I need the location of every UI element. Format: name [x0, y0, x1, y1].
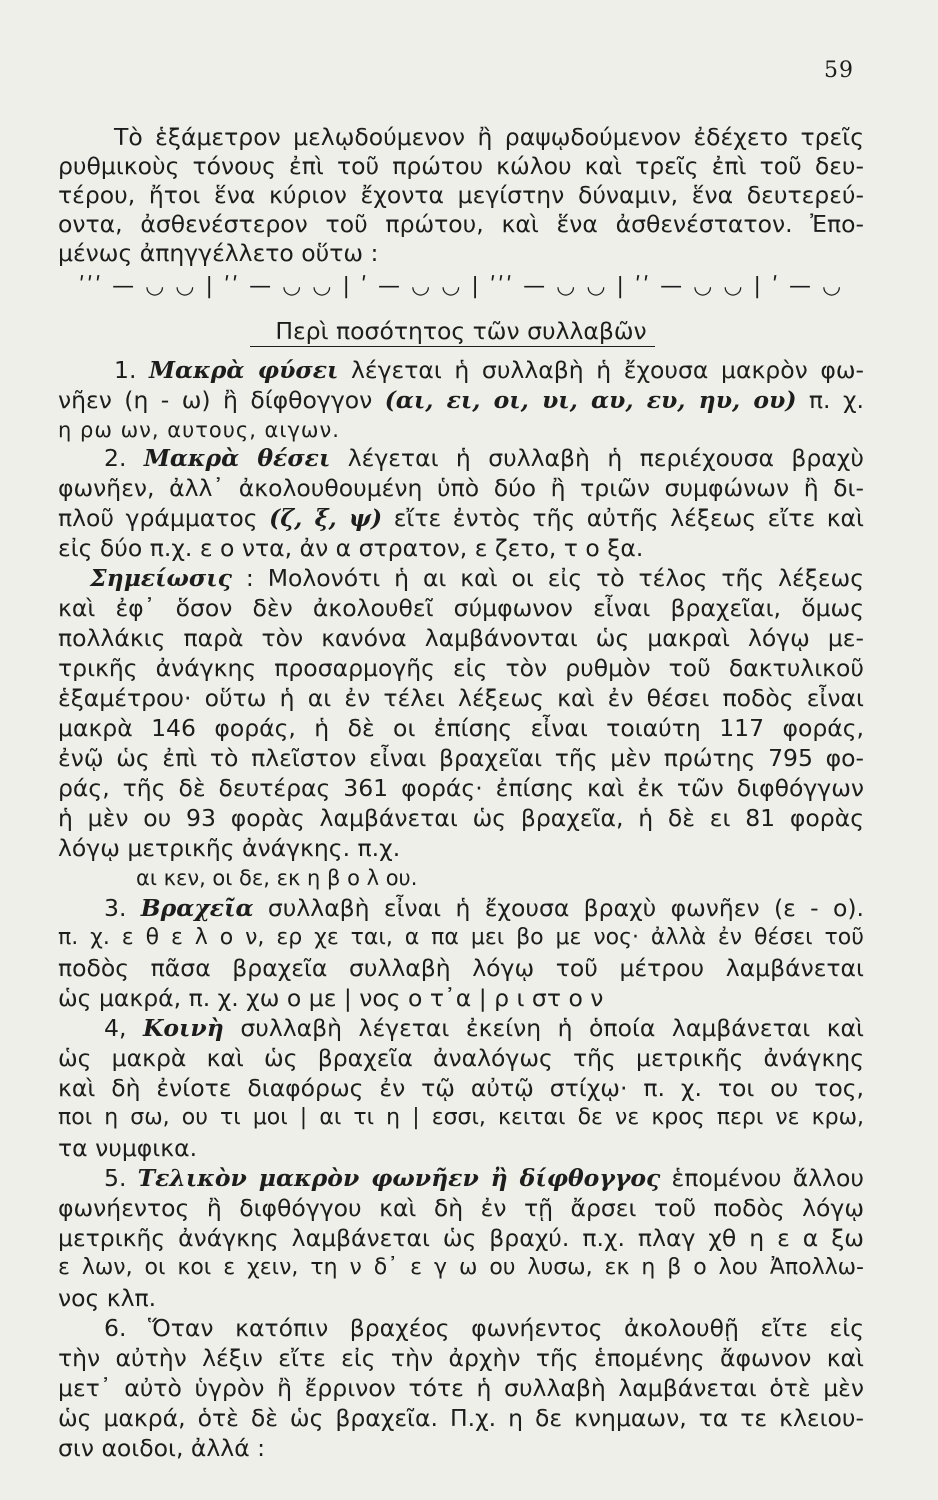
intro-line-5: μένως ἀπηγγέλλετο οὕτω :: [58, 239, 379, 267]
p6-line: τὴν αὐτὴν λέξιν εἴτε εἰς τὴν ἀρχὴν τῆς ἑπομένης ἄφωνον καὶ: [58, 1344, 864, 1372]
p1-diphthongs: (αι, ει, οι, υι, αυ, ευ, ηυ, ου): [384, 386, 797, 414]
p2-examples: εἰς δύο π.χ. ε ο ντα, ἀν α στρατον, ε ζετο, τ ο ξα.: [58, 534, 644, 562]
note-line: λόγῳ μετρικῆς ἀνάγκης. π.χ.: [58, 834, 401, 862]
note-line: ἐνῷ ὡς ἐπὶ τὸ πλεῖστον εἶναι βραχεῖαι τῆς μὲν πρώτης 795 φο-: [58, 744, 864, 772]
p1-line-1: [58, 355, 864, 385]
title-underline: [250, 346, 655, 347]
p2-line-3-c: εἴτε ἐντὸς τῆς αὐτῆς λέξεως εἴτε καὶ: [382, 504, 864, 532]
p1-line-2: [58, 385, 864, 415]
note-line: τρικῆς ἀνάγκης προσαρμογῆς εἰς τὸν ρυθμὸν τοῦ δακτυλικοῦ: [58, 654, 864, 682]
note-line: ἑξαμέτρου· οὕτω ἡ αι ἐν τέλει λέξεως καὶ ἐν θέσει ποδὸς εἶναι: [58, 684, 864, 712]
p1-term: Μακρὰ φύσει: [149, 356, 339, 384]
page-number: 59: [824, 58, 854, 83]
meter-scheme: ʹʹʹ — ◡ ◡ | ʹʹ — ◡ ◡ | ʹ — ◡ ◡ | ʹʹʹ — ◡ ◡ | ʹʹ — ◡ ◡ | ʹ — ◡: [78, 274, 844, 299]
p4-line: ποι η σω, ου τι μοι | αι τι η | εσσι, κειται δε νε κρος περι νε κρω,: [58, 1105, 864, 1130]
p5-line: φωνήεντος ἢ διφθόγγου καὶ δὴ ἐν τῇ ἄρσει τοῦ ποδὸς λόγῳ: [58, 1194, 864, 1222]
p3-line-4: ὡς μακρά, π. χ. χω ο με | νος ο τ᾽α | ρ ι στ ο ν: [58, 984, 604, 1012]
note-line-1: [58, 563, 864, 593]
p2-line-1-text: λέγεται ἡ συλλαβὴ ἡ περιέχουσα βραχὺ: [330, 444, 864, 472]
p4-term: Κοινὴ: [142, 1014, 224, 1042]
note-line: ράς, τῆς δὲ δευτέρας 361 φοράς· ἐπίσης καὶ ἐκ τῶν διφθόγγων: [58, 774, 864, 802]
intro-line-2: ρυθμικοὺς τόνους ἐπὶ τοῦ πρώτου κώλου καὶ τρεῖς ἐπὶ τοῦ δευ-: [58, 152, 864, 180]
intro-line-4: οντα, ἀσθενέστερον τοῦ πρώτου, καὶ ἕνα ἀσθενέστατον. Ἐπο-: [58, 210, 864, 238]
p2-term: Μακρὰ θέσει: [143, 444, 331, 472]
p2-line-3: [58, 503, 864, 533]
p3-line-3: ποδὸς πᾶσα βραχεῖα συλλαβὴ λόγῳ τοῦ μέτρου λαμβάνεται: [58, 954, 864, 982]
p5-number: 5.: [104, 1164, 138, 1192]
p6-line: 6. Ὅταν κατόπιν βραχέος φωνήεντος ἀκολουθῇ εἴτε εἰς: [104, 1314, 864, 1342]
p1-line-2-a: νῆεν (η - ω) ἢ δίφθογγον: [58, 386, 385, 414]
note-line: καὶ ἐφ᾽ ὅσον δὲν ἀκολουθεῖ σύμφωνον εἶναι βραχεῖαι, ὅμως: [58, 594, 864, 622]
section-title: Περὶ ποσότητος τῶν συλλαβῶν: [275, 317, 647, 345]
p6-line: ὡς μακρά, ὁτὲ δὲ ὡς βραχεῖα. Π.χ. η δε κνημαων, τα τε κλειου-: [58, 1404, 864, 1432]
p6-line: μετ᾽ αὐτὸ ὑγρὸν ἢ ἔρρινον τότε ἡ συλλαβὴ λαμβάνεται ὁτὲ μὲν: [58, 1374, 864, 1402]
p4-line-1: [58, 1013, 864, 1043]
note-line: μακρὰ 146 φοράς, ἡ δὲ οι ἐπίσης εἶναι τοιαύτη 117 φοράς,: [58, 714, 864, 742]
p2-line-1: [58, 443, 864, 473]
p1-examples: η ρω ων, αυτους, αιγων.: [58, 418, 340, 442]
note-term: Σημείωσις: [90, 564, 232, 592]
p4-line: τα νυμφικα.: [58, 1134, 198, 1162]
p5-line: μετρικῆς ἀνάγκης λαμβάνεται ὡς βραχύ. π.χ. πλαγ χθ η ε α ξω: [58, 1224, 864, 1252]
p4-line: ὡς μακρὰ καὶ ὡς βραχεῖα ἀναλόγως τῆς μετρικῆς ἀνάγκης: [58, 1044, 864, 1072]
intro-line-1: Τὸ ἑξάμετρον μελῳδούμενον ἢ ραψῳδούμενον ἐδέχετο τρεῖς: [114, 123, 864, 151]
p5-line-1-text: ἑπομένου ἄλλου: [660, 1164, 864, 1192]
p1-number: 1.: [114, 356, 150, 384]
p3-number: 3.: [104, 894, 141, 922]
p3-line-1: [58, 893, 864, 923]
note-line: πολλάκις παρὰ τὸν κανόνα λαμβάνονται ὡς μακραὶ λόγῳ με-: [58, 624, 864, 652]
p3-term: Βραχεῖα: [140, 894, 254, 922]
p2-line-2: φωνῆεν, ἀλλ᾽ ἀκολουθουμένη ὑπὸ δύο ἢ τριῶν συμφώνων ἢ δι-: [58, 474, 864, 502]
p2-line-3-a: πλοῦ γράμματος: [58, 504, 270, 532]
intro-line-3: τέρου, ἤτοι ἕνα κύριον ἔχοντα μεγίστην δύναμιν, ἕνα δευτερεύ-: [58, 181, 864, 209]
p5-line: ε λων, οι κοι ε χειν, τη ν δ᾽ ε γ ω ου λυσω, εκ η β ο λου Ἀπολλω-: [58, 1255, 864, 1280]
note-example: αι κεν, οι δε, εκ η β ο λ ου.: [136, 866, 418, 890]
p1-line-1-text: λέγεται ἡ συλλαβὴ ἡ ἔχουσα μακρὸν φω-: [338, 356, 864, 384]
p5-line-1: [58, 1163, 864, 1193]
note-line: ἡ μὲν ου 93 φορὰς λαμβάνεται ὡς βραχεῖα, ἡ δὲ ει 81 φορὰς: [58, 804, 864, 832]
p1-line-2-c: π. χ.: [796, 386, 864, 414]
p4-line: καὶ δὴ ἐνίοτε διαφόρως ἐν τῷ αὐτῷ στίχῳ· π. χ. τοι ου τος,: [58, 1074, 864, 1102]
p4-line-1-text: συλλαβὴ λέγεται ἐκείνη ἡ ὁποία λαμβάνεται καὶ: [223, 1014, 864, 1042]
p3-line-1-text: συλλαβὴ εἶναι ἡ ἔχουσα βραχὺ φωνῆεν (ε - ο).: [253, 894, 864, 922]
p5-term: Τελικὸν μακρὸν φωνῆεν ἢ δίφθογγος: [137, 1164, 661, 1192]
p5-line: νος κλπ.: [58, 1284, 157, 1312]
note-line-1-text: : Μολονότι ἡ αι καὶ οι εἰς τὸ τέλος τῆς λέξεως: [231, 564, 864, 592]
p4-number: 4,: [104, 1014, 143, 1042]
p3-line-2: π. χ. ε θ ε λ ο ν, ερ χε ται, α πα μει βο με νος· ἀλλὰ ἐν θέσει τοῦ: [58, 925, 864, 950]
p2-number: 2.: [104, 444, 144, 472]
p6-line: σιν αοιδοι, ἀλλά :: [58, 1434, 266, 1462]
p2-double-letters: (ζ, ξ, ψ): [269, 504, 383, 532]
